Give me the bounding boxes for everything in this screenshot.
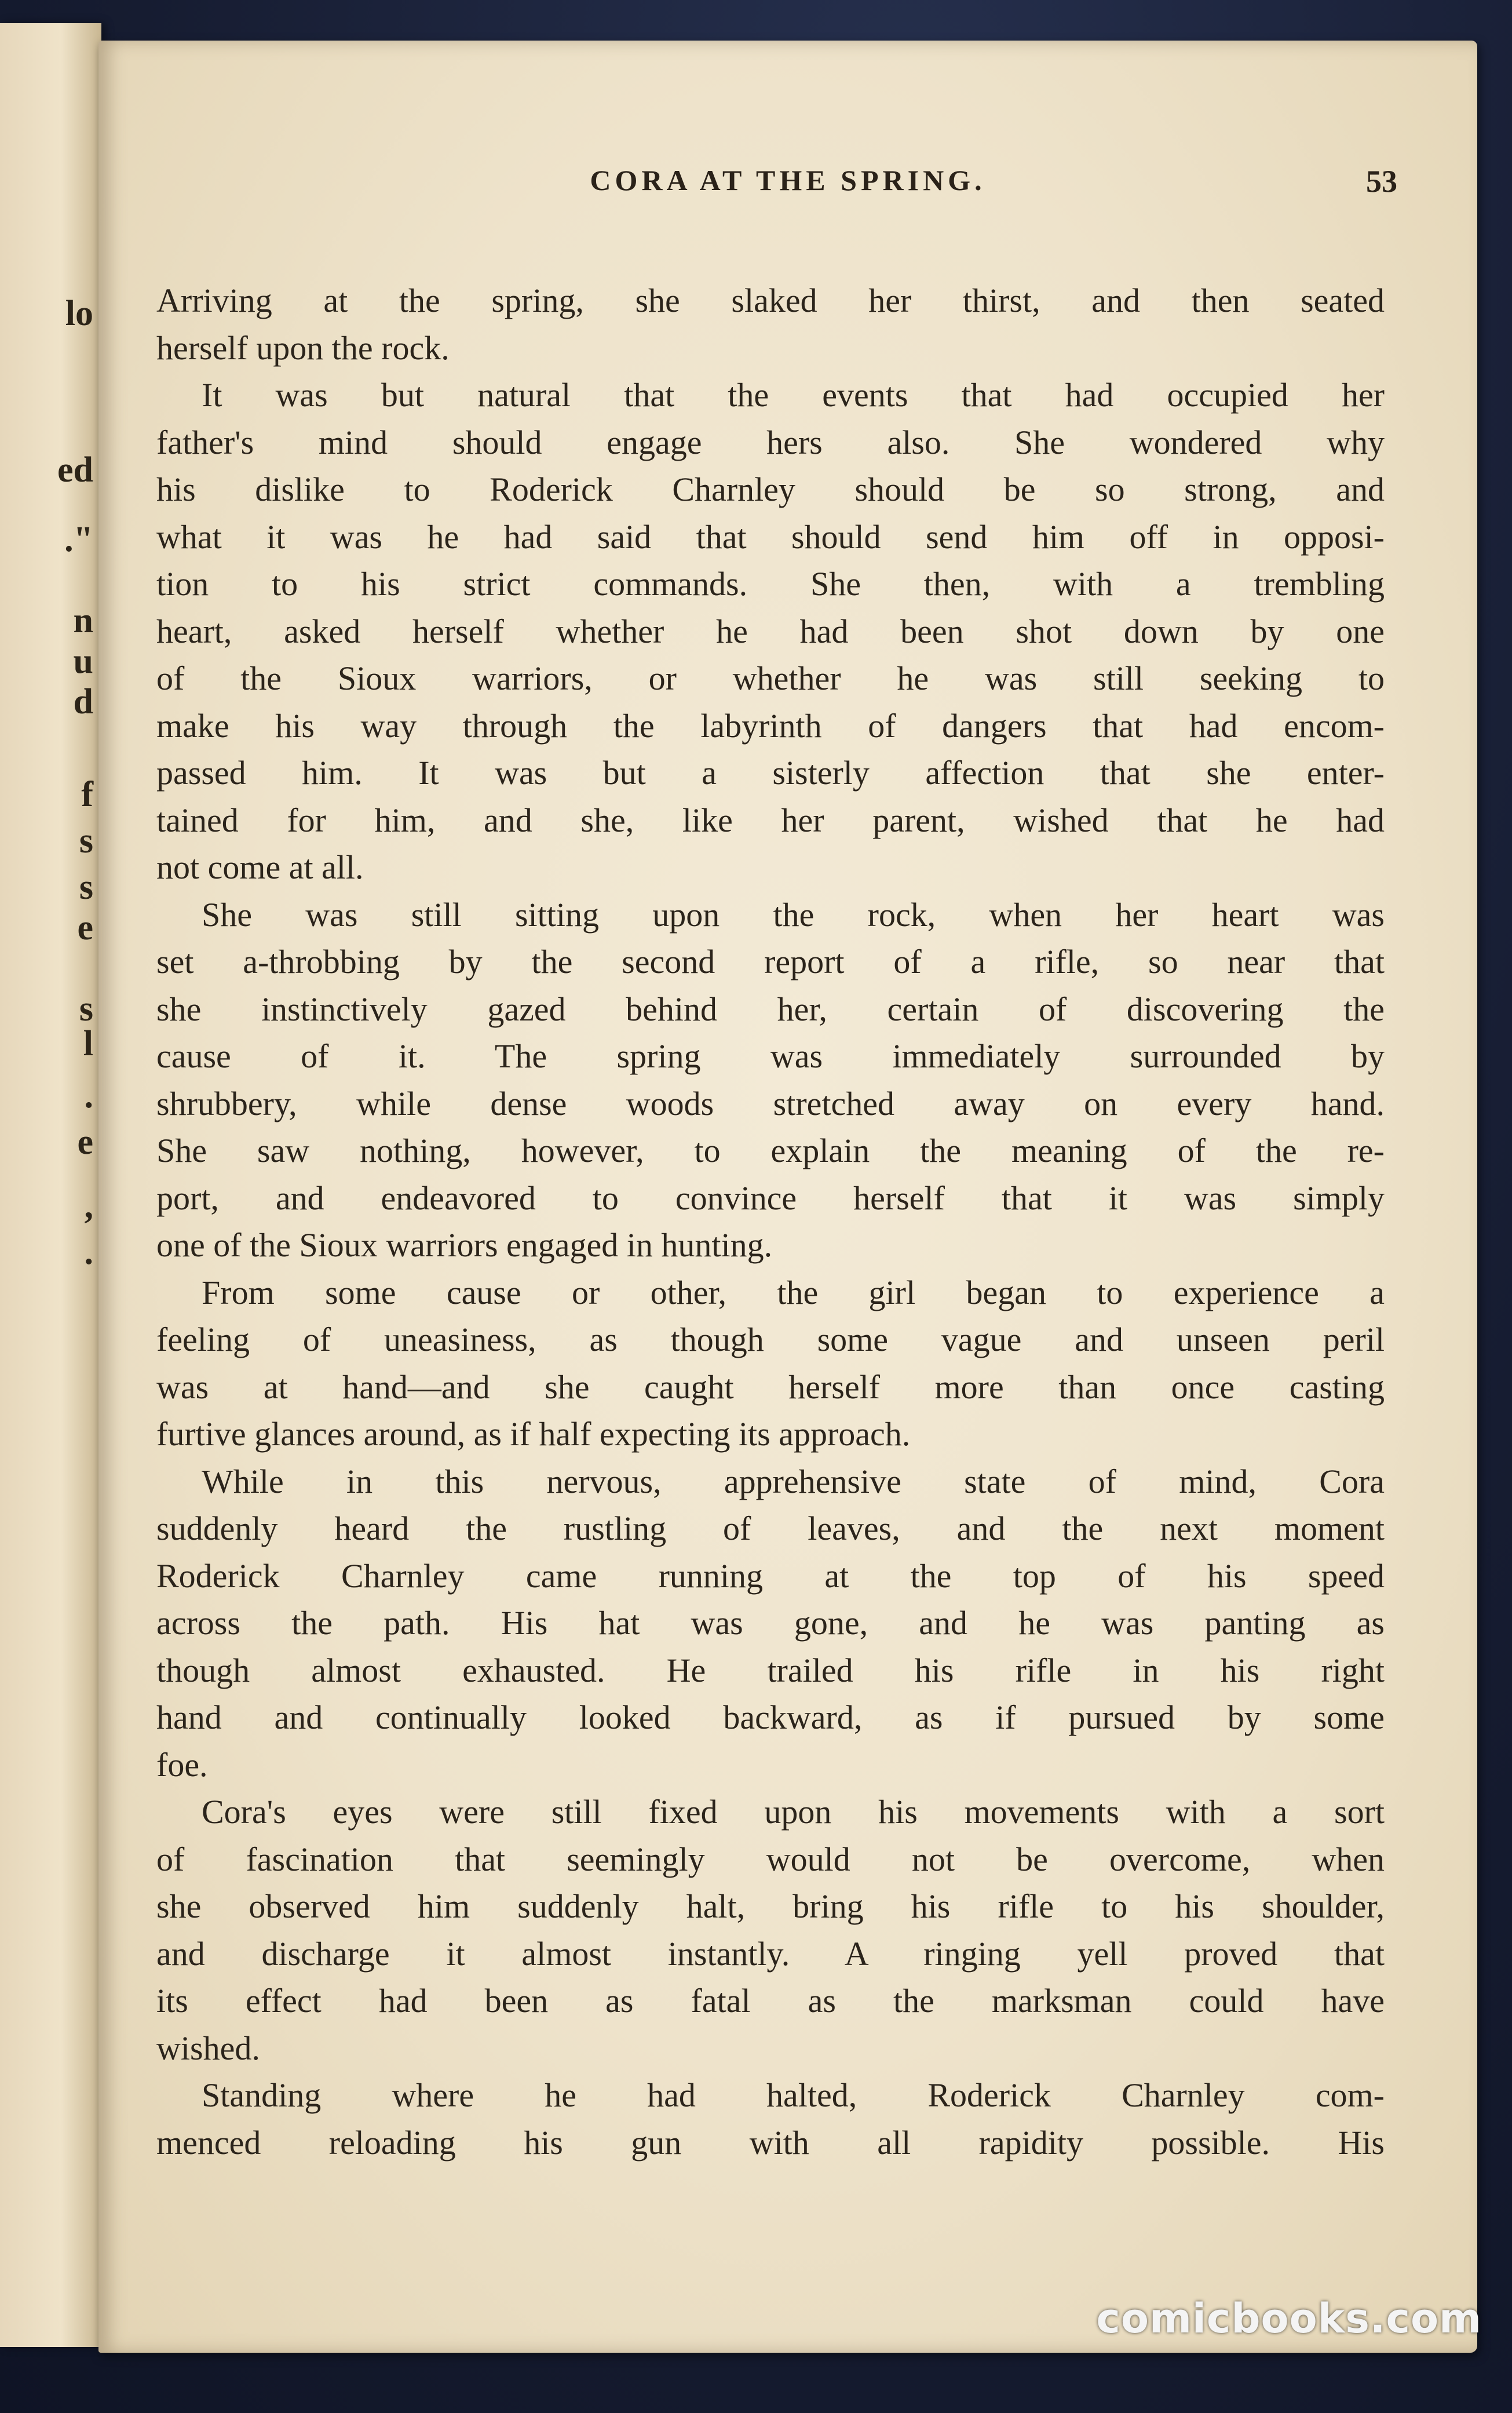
paragraph — [156, 1269, 1385, 1458]
text-line: Arriving at the spring, she slaked her thirst, and then seated — [156, 282, 1385, 319]
text-line: its effect had been as fatal as the marksman could have — [156, 1982, 1385, 2020]
paragraph — [156, 1788, 1385, 2072]
previous-page-fragment: s — [79, 867, 93, 907]
text-line: tained for him, and she, like her parent, wished that he had — [156, 801, 1385, 839]
paragraph — [156, 2072, 1385, 2166]
body-text — [156, 277, 1385, 2166]
previous-page-fragment: . — [84, 1076, 93, 1116]
text-line: From some cause or other, the girl began to experience a — [202, 1273, 1385, 1311]
paragraph — [156, 1458, 1385, 1789]
text-line: port, and endeavored to convince herself that it was simply — [156, 1179, 1385, 1217]
text-line: one of the Sioux warriors engaged in hunting. — [156, 1226, 773, 1264]
text-line: what it was he had said that should send him off in opposi- — [156, 517, 1385, 556]
paragraph — [156, 371, 1385, 891]
text-line: she observed him suddenly halt, bring his rifle to his shoulder, — [156, 1887, 1385, 1925]
text-line: menced reloading his gun with all rapidity possible. His — [156, 2123, 1385, 2162]
text-line: She was still sitting upon the rock, when her heart was — [202, 895, 1385, 934]
previous-page-fragment: e — [77, 1122, 93, 1162]
text-line: and discharge it almost instantly. A ringing yell proved that — [156, 1934, 1385, 1973]
text-line: passed him. It was but a sisterly affection that she enter- — [156, 754, 1385, 792]
text-line: hand and continually looked backward, as if pursued by some — [156, 1698, 1385, 1736]
text-line: cause of it. The spring was immediately surrounded by — [156, 1037, 1385, 1075]
previous-page-fragment: s — [79, 989, 93, 1029]
previous-page-fragment: . — [84, 1233, 93, 1272]
text-line: While in this nervous, apprehensive state of mind, Cora — [202, 1462, 1385, 1500]
text-line: of fascination that seemingly would not be overcome, when — [156, 1840, 1385, 1878]
previous-page-fragment: lo — [65, 294, 93, 333]
text-line: Cora's eyes were still fixed upon his movements with a sort — [202, 1793, 1385, 1831]
text-line: father's mind should engage hers also. She wondered why — [156, 423, 1385, 461]
book-page — [98, 41, 1477, 2353]
text-line: feeling of uneasiness, as though some vague and unseen peril — [156, 1321, 1385, 1358]
text-line: shrubbery, while dense woods stretched away on every hand. — [156, 1084, 1385, 1122]
text-line: heart, asked herself whether he had been shot down by one — [156, 612, 1385, 650]
text-line: She saw nothing, however, to explain the meaning of the re- — [156, 1132, 1385, 1169]
text-line: his dislike to Roderick Charnley should be so strong, and — [156, 471, 1385, 508]
previous-page-fragment: e — [77, 908, 93, 947]
text-line: of the Sioux warriors, or whether he was still seeking to — [156, 659, 1385, 697]
text-line: foe. — [156, 1745, 208, 1784]
text-line: Standing where he had halted, Roderick Charnley com- — [202, 2076, 1385, 2114]
site-watermark: comicbooks.com — [1096, 2295, 1482, 2342]
text-line: not come at all. — [156, 848, 364, 886]
running-head-title: CORA AT THE SPRING. — [590, 164, 986, 196]
text-line: wished. — [156, 2029, 260, 2067]
text-line: she instinctively gazed behind her, certain of discovering the — [156, 990, 1385, 1028]
previous-page-fragment: ed — [57, 450, 93, 490]
text-line: set a-throbbing by the second report of a rifle, so near that — [156, 943, 1385, 980]
paragraph — [156, 277, 1385, 371]
page-number: 53 — [1366, 164, 1397, 199]
previous-page-fragment: n — [73, 601, 93, 640]
running-head — [98, 163, 1477, 210]
text-line: Roderick Charnley came running at the top of his speed — [156, 1557, 1385, 1595]
text-line: was at hand—and she caught herself more than once casting — [156, 1368, 1385, 1406]
previous-page-fragment: s — [79, 821, 93, 861]
previous-page-fragment: ." — [64, 520, 93, 559]
text-line: across the path. His hat was gone, and he was panting as — [156, 1604, 1385, 1642]
text-line: furtive glances around, as if half expecting its approach. — [156, 1415, 911, 1453]
text-line: suddenly heard the rustling of leaves, and the next moment — [156, 1510, 1385, 1547]
previous-page-edge — [0, 23, 101, 2347]
text-line: herself upon the rock. — [156, 329, 450, 367]
previous-page-fragment: u — [73, 641, 93, 681]
text-line: tion to his strict commands. She then, with a trembling — [156, 565, 1385, 603]
previous-page-fragment: f — [81, 775, 93, 814]
previous-page-fragment: l — [83, 1024, 93, 1063]
text-line: make his way through the labyrinth of dangers that had encom- — [156, 706, 1385, 745]
text-line: though almost exhausted. He trailed his rifle in his right — [156, 1651, 1385, 1689]
previous-page-fragment: , — [84, 1186, 93, 1226]
paragraph — [156, 891, 1385, 1269]
previous-page-fragment: d — [73, 682, 93, 721]
text-line: It was but natural that the events that had occupied her — [202, 376, 1385, 414]
